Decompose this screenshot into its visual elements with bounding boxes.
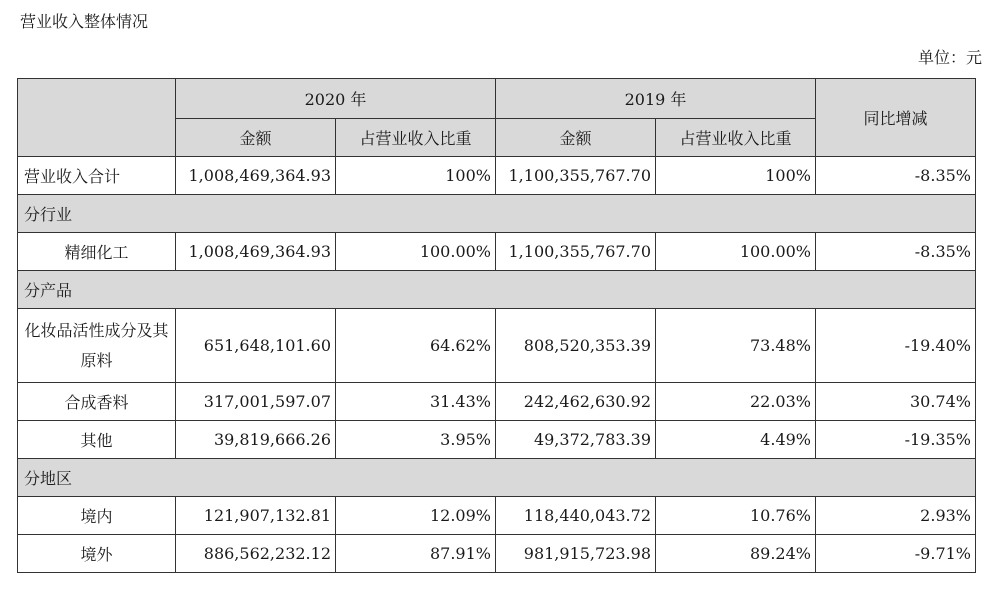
amount-2020: 317,001,597.07 <box>176 383 336 421</box>
amount-2019: 981,915,723.98 <box>496 535 656 573</box>
ratio-2020: 31.43% <box>336 383 496 421</box>
header-amount-2020: 金额 <box>176 119 336 157</box>
table-row <box>18 309 976 383</box>
header-amount-2019: 金额 <box>496 119 656 157</box>
amount-2019: 1,100,355,767.70 <box>496 157 656 195</box>
unit-label: 单位：元 <box>917 48 982 67</box>
row-label: 精细化工 <box>18 233 176 271</box>
ratio-2020: 12.09% <box>336 497 496 535</box>
header-year-2019: 2019 年 <box>496 79 816 119</box>
yoy-change: -8.35% <box>816 157 976 195</box>
yoy-change: -9.71% <box>816 535 976 573</box>
table-row <box>18 383 976 421</box>
ratio-2020: 3.95% <box>336 421 496 459</box>
amount-2019: 1,100,355,767.70 <box>496 233 656 271</box>
table-row-total <box>18 157 976 195</box>
row-label: 其他 <box>18 421 176 459</box>
table-row <box>18 535 976 573</box>
table-row <box>18 233 976 271</box>
yoy-change: 30.74% <box>816 383 976 421</box>
revenue-table <box>17 78 976 573</box>
ratio-2020: 100.00% <box>336 233 496 271</box>
row-label: 营业收入合计 <box>18 157 176 195</box>
amount-2020: 1,008,469,364.93 <box>176 233 336 271</box>
ratio-2020: 100% <box>336 157 496 195</box>
section-label: 分地区 <box>18 459 976 497</box>
table-row <box>18 497 976 535</box>
header-empty-cell <box>18 79 176 157</box>
ratio-2019: 4.49% <box>656 421 816 459</box>
ratio-2020: 64.62% <box>336 309 496 383</box>
header-ratio-2019: 占营业收入比重 <box>656 119 816 157</box>
yoy-change: -19.40% <box>816 309 976 383</box>
header-year-2020: 2020 年 <box>176 79 496 119</box>
amount-2019: 808,520,353.39 <box>496 309 656 383</box>
ratio-2019: 100% <box>656 157 816 195</box>
ratio-2019: 10.76% <box>656 497 816 535</box>
row-label: 合成香料 <box>18 383 176 421</box>
ratio-2019: 89.24% <box>656 535 816 573</box>
ratio-2020: 87.91% <box>336 535 496 573</box>
header-yoy: 同比增减 <box>816 79 976 157</box>
section-row-region <box>18 459 976 497</box>
row-label: 化妆品活性成分及其原料 <box>18 309 176 383</box>
amount-2020: 121,907,132.81 <box>176 497 336 535</box>
ratio-2019: 100.00% <box>656 233 816 271</box>
section-label: 分产品 <box>18 271 976 309</box>
amount-2019: 118,440,043.72 <box>496 497 656 535</box>
amount-2020: 1,008,469,364.93 <box>176 157 336 195</box>
amount-2020: 886,562,232.12 <box>176 535 336 573</box>
yoy-change: -19.35% <box>816 421 976 459</box>
section-label: 分行业 <box>18 195 976 233</box>
ratio-2019: 73.48% <box>656 309 816 383</box>
amount-2020: 39,819,666.26 <box>176 421 336 459</box>
yoy-change: 2.93% <box>816 497 976 535</box>
amount-2020: 651,648,101.60 <box>176 309 336 383</box>
amount-2019: 49,372,783.39 <box>496 421 656 459</box>
amount-2019: 242,462,630.92 <box>496 383 656 421</box>
header-ratio-2020: 占营业收入比重 <box>336 119 496 157</box>
table-row <box>18 421 976 459</box>
section-row-product <box>18 271 976 309</box>
yoy-change: -8.35% <box>816 233 976 271</box>
ratio-2019: 22.03% <box>656 383 816 421</box>
page-title: 营业收入整体情况 <box>20 12 149 31</box>
row-label: 境外 <box>18 535 176 573</box>
row-label: 境内 <box>18 497 176 535</box>
section-row-industry <box>18 195 976 233</box>
header-row-years <box>18 79 976 119</box>
